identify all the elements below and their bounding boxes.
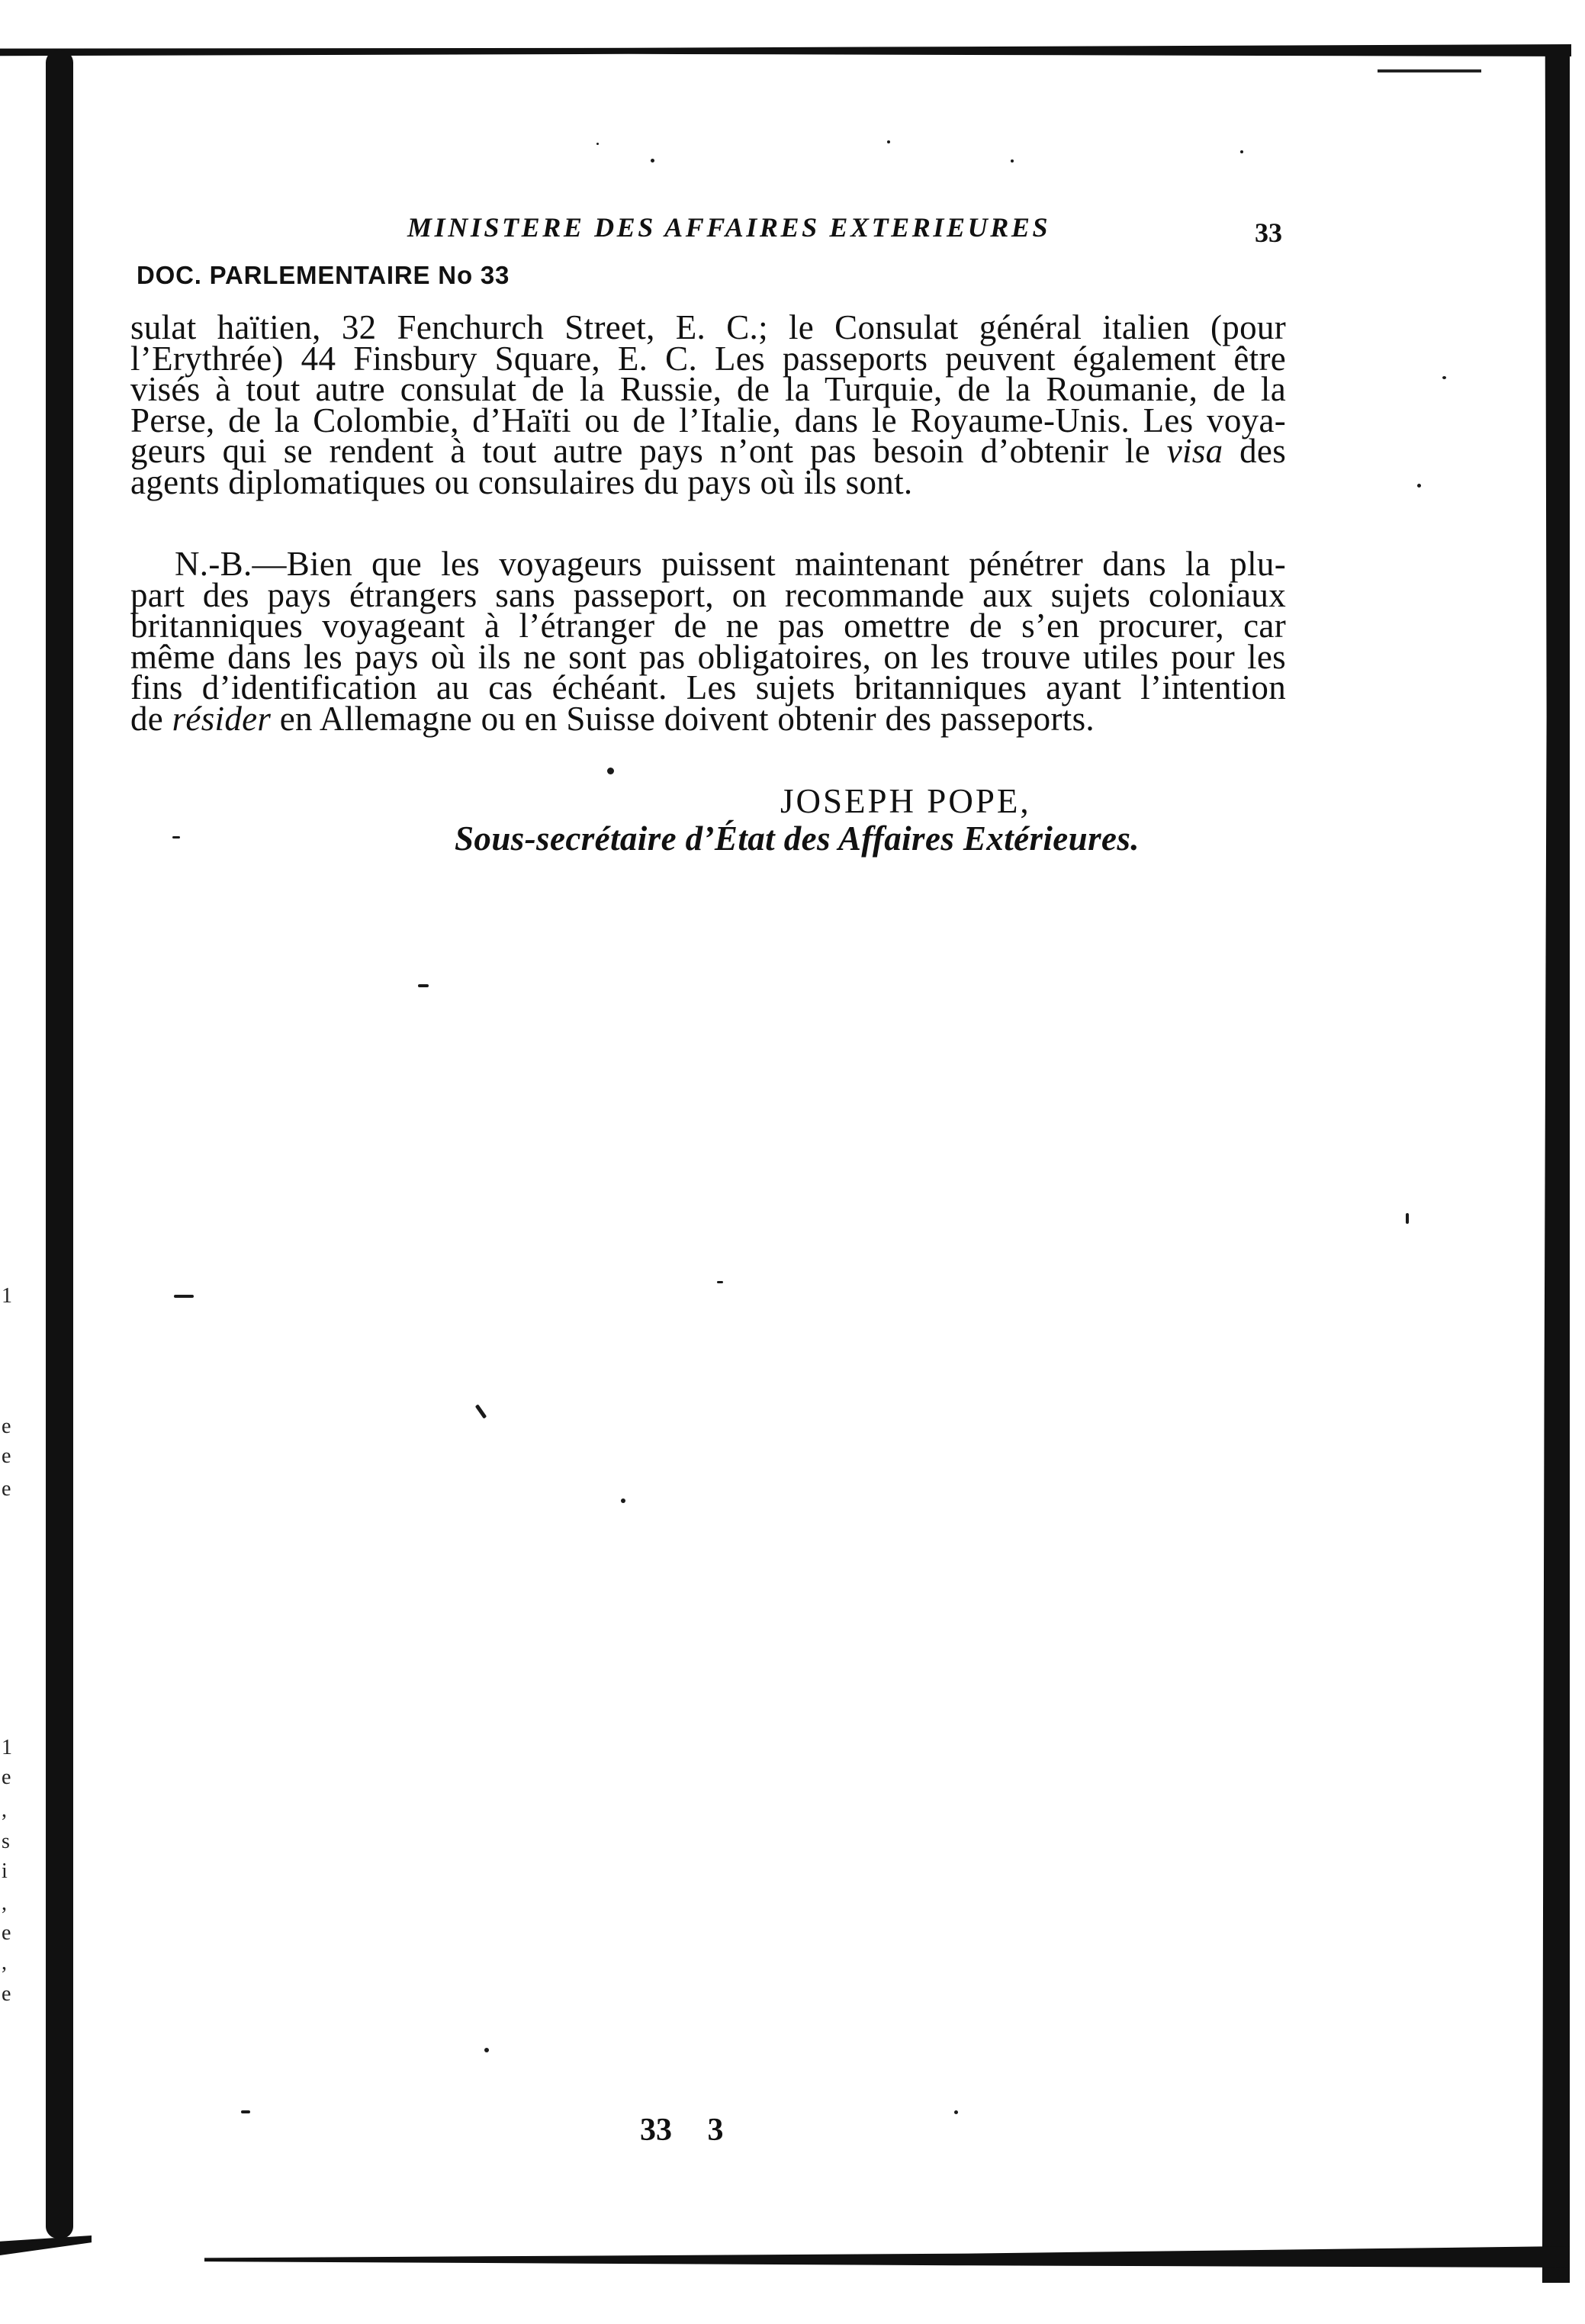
margin-fragment: e [2, 1766, 11, 1789]
margin-fragment: e [2, 1982, 11, 2006]
body-line: part des pays étrangers sans passeport, on recommande aux sujets coloniaux [130, 575, 1286, 614]
scan-speck [887, 140, 890, 143]
scan-speck [954, 2110, 958, 2114]
paragraph-consulates [130, 308, 1287, 501]
scan-rule-top-right [1378, 69, 1481, 72]
margin-fragment: e [2, 1444, 11, 1468]
signatory-title: Sous-secrétaire d’État des Affaires Extérieures. [455, 819, 1140, 858]
margin-fragment: e [2, 1921, 11, 1945]
sheet-signature-mark: 33 3 [640, 2113, 724, 2148]
body-line: fins d’identification au cas échéant. Les sujets britanniques ayant l’intention [130, 668, 1286, 707]
margin-fragment: 1 [2, 1736, 12, 1759]
italic-word: visa [1166, 432, 1223, 470]
body-line: l’Erythrée) 44 Finsbury Square, E. C. Les passeports peuvent également être [130, 339, 1286, 378]
scan-speck [1240, 150, 1243, 153]
body-line: Perse, de la Colombie, d’Haïti ou de l’Italie, dans le Royaume-Unis. Les voya- [130, 401, 1286, 439]
body-line: britanniques voyageant à l’étranger de ne pas omettre de s’en procurer, car [130, 607, 1286, 645]
margin-fragment: , [2, 1798, 7, 1822]
margin-fragment: e [2, 1477, 11, 1501]
body-line: agents diplomatiques ou consulaires du pays où ils sont. [130, 462, 913, 501]
scan-speck [241, 2110, 250, 2113]
margin-fragment: 1 [2, 1284, 12, 1308]
body-line [130, 699, 1286, 738]
scan-border-bottom [204, 2246, 1570, 2268]
signatory-name: JOSEPH POPE, [780, 782, 1031, 820]
margin-fragment: , [2, 1891, 7, 1915]
scan-speck [418, 984, 429, 987]
margin-fragment: e [2, 1415, 11, 1438]
scan-speck [1011, 159, 1014, 163]
scan-speck [717, 1281, 723, 1283]
scan-speck [172, 836, 180, 839]
margin-fragment: , [2, 1951, 7, 1975]
scan-speck [596, 143, 599, 145]
scan-speck [1417, 484, 1421, 488]
line-segment: geurs qui se rendent à tout autre pays n’ont pas besoin d’obtenir le [130, 432, 1167, 470]
scan-border-bottom-left [0, 2235, 92, 2255]
italic-word: résider [172, 699, 272, 738]
scan-speck [475, 1404, 487, 1418]
scan-speck [484, 2048, 489, 2052]
scan-border-left [46, 50, 73, 2239]
scan-border-right [1541, 46, 1570, 2283]
running-header-title: MINISTERE DES AFFAIRES EXTERIEURES [407, 212, 1051, 243]
scan-speck [651, 159, 654, 163]
body-text [130, 308, 1287, 738]
line-segment: de [130, 699, 172, 738]
scan-speck [607, 768, 614, 774]
margin-fragment: s [2, 1830, 10, 1853]
scan-speck [1442, 376, 1446, 379]
body-line: même dans les pays où ils ne sont pas obligatoires, on les trouve utiles pour les [130, 637, 1286, 676]
body-line: visés à tout autre consulat de la Russie, de la Turquie, de la Roumanie, de la [130, 370, 1286, 408]
scan-border-top [0, 44, 1571, 56]
scan-speck [1406, 1213, 1409, 1224]
paragraph-note [130, 545, 1286, 738]
margin-fragment: i [2, 1859, 8, 1883]
line-segment: en Allemagne ou en Suisse doivent obtenir des passeports. [271, 699, 1095, 738]
page-number: 33 [1255, 217, 1282, 248]
body-line: sulat haïtien, 32 Fenchurch Street, E. C.; le Consulat général italien (pour [130, 308, 1286, 346]
document-label: DOC. PARLEMENTAIRE No 33 [137, 261, 510, 289]
line-segment: des [1223, 432, 1287, 470]
body-line [130, 432, 1287, 470]
scan-speck [621, 1498, 625, 1503]
scan-speck [174, 1295, 194, 1298]
body-line: N.-B.—Bien que les voyageurs puissent maintenant pénétrer dans la plu- [175, 545, 1286, 583]
